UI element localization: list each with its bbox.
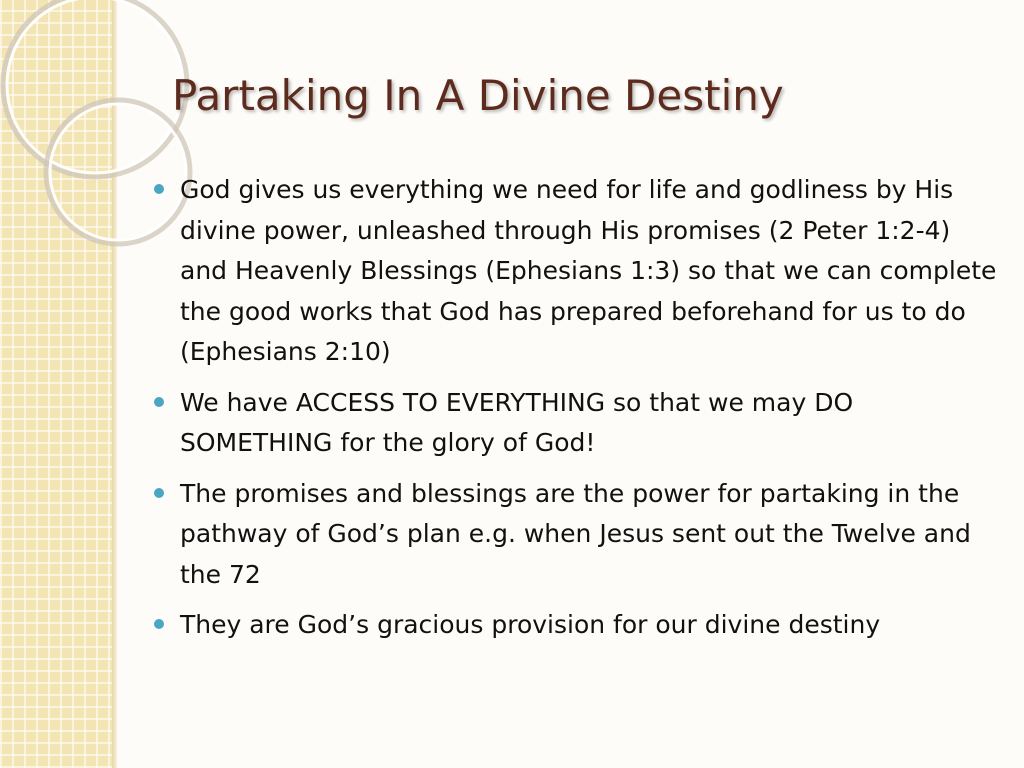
bullet-icon — [154, 619, 164, 629]
bullet-text: The promises and blessings are the power for partaking in the pathway of God’s plan e.g. when Jesus sent out the Twelve and the 72 — [180, 478, 971, 589]
bullet-text: God gives us everything we need for life and godliness by His divine power, unleashed through His promises (2 Peter 1:2-4) and Heavenly Blessings (Ephesians 1:3) so that we can complete the good works that God has prepared beforehand for us to do (Ephesians 2:10) — [180, 175, 997, 366]
bullet-item — [150, 383, 1000, 464]
bullet-icon — [154, 184, 164, 194]
bullet-text: We have ACCESS TO EVERYTHING so that we may DO SOMETHING for the glory of God! — [180, 387, 854, 457]
bullet-item — [150, 170, 1000, 373]
bullet-item — [150, 474, 1000, 596]
bullet-item — [150, 605, 1000, 646]
slide-title: Partaking In A Divine Destiny — [172, 71, 784, 120]
bullet-list — [150, 170, 1000, 656]
bullet-icon — [154, 397, 164, 407]
ring-large-highlight — [7, 0, 183, 173]
bullet-text: They are God’s gracious provision for our divine destiny — [180, 610, 881, 639]
bullet-icon — [154, 488, 164, 498]
